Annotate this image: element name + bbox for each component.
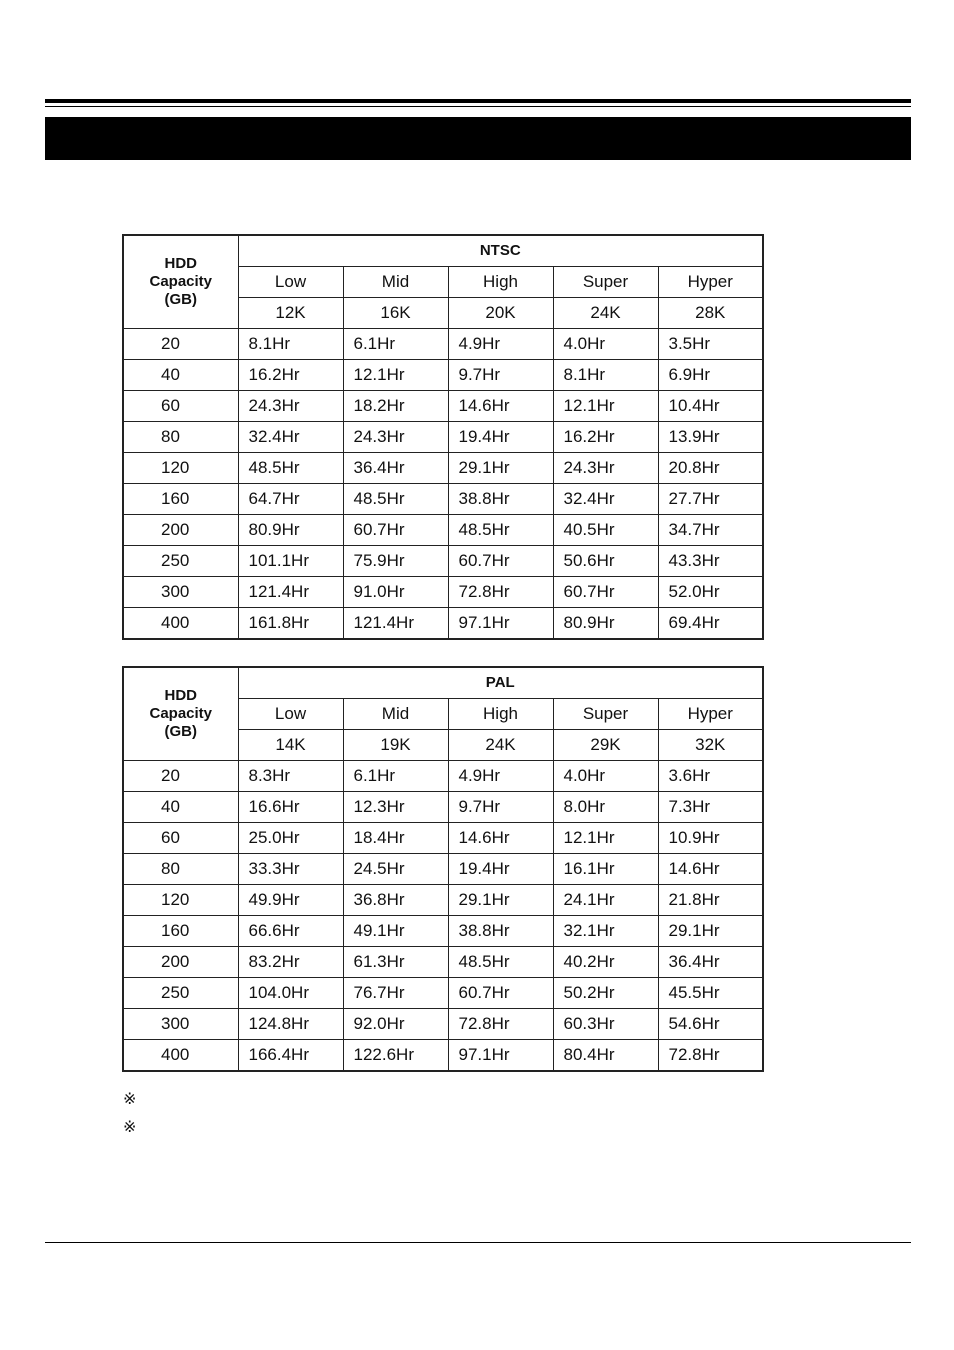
recording-time-cell: 12.1Hr xyxy=(343,360,448,391)
recording-time-cell: 8.3Hr xyxy=(238,761,343,792)
recording-time-cell: 32.1Hr xyxy=(553,916,658,947)
recording-time-cell: 48.5Hr xyxy=(343,484,448,515)
hdd-capacity-header xyxy=(123,667,238,761)
recording-time-cell: 24.3Hr xyxy=(553,453,658,484)
capacity-cell: 200 xyxy=(123,947,238,978)
ntsc-recording-table xyxy=(122,234,764,640)
recording-time-cell: 166.4Hr xyxy=(238,1040,343,1072)
recording-time-cell: 48.5Hr xyxy=(448,947,553,978)
section-title-bar xyxy=(45,117,911,160)
capacity-cell: 300 xyxy=(123,577,238,608)
quality-label: Super xyxy=(553,267,658,298)
recording-time-cell: 19.4Hr xyxy=(448,422,553,453)
recording-time-cell: 61.3Hr xyxy=(343,947,448,978)
recording-time-cell: 38.8Hr xyxy=(448,484,553,515)
recording-time-cell: 18.2Hr xyxy=(343,391,448,422)
recording-time-cell: 91.0Hr xyxy=(343,577,448,608)
quality-label: Low xyxy=(238,699,343,730)
recording-time-cell: 80.9Hr xyxy=(238,515,343,546)
recording-time-cell: 75.9Hr xyxy=(343,546,448,577)
recording-time-cell: 3.5Hr xyxy=(658,329,763,360)
capacity-cell: 160 xyxy=(123,484,238,515)
recording-time-cell: 60.3Hr xyxy=(553,1009,658,1040)
hdd-header-line: Capacity xyxy=(149,273,213,290)
recording-time-cell: 52.0Hr xyxy=(658,577,763,608)
recording-time-cell: 16.2Hr xyxy=(553,422,658,453)
recording-time-cell: 24.3Hr xyxy=(238,391,343,422)
table-row xyxy=(123,947,763,978)
quality-label: Low xyxy=(238,267,343,298)
capacity-cell: 80 xyxy=(123,422,238,453)
table-row xyxy=(123,484,763,515)
ntsc-standard-row xyxy=(123,235,763,267)
recording-time-cell: 72.8Hr xyxy=(448,577,553,608)
recording-time-cell: 14.6Hr xyxy=(658,854,763,885)
recording-time-cell: 50.6Hr xyxy=(553,546,658,577)
recording-time-cell: 9.7Hr xyxy=(448,792,553,823)
bitrate-label: 29K xyxy=(553,730,658,761)
recording-time-cell: 60.7Hr xyxy=(343,515,448,546)
footer-rule xyxy=(45,1242,911,1243)
recording-time-cell: 60.7Hr xyxy=(448,978,553,1009)
bitrate-label: 24K xyxy=(448,730,553,761)
recording-time-cell: 54.6Hr xyxy=(658,1009,763,1040)
recording-time-cell: 38.8Hr xyxy=(448,916,553,947)
recording-time-cell: 8.1Hr xyxy=(238,329,343,360)
recording-time-cell: 36.4Hr xyxy=(658,947,763,978)
recording-time-cell: 12.1Hr xyxy=(553,823,658,854)
recording-time-cell: 20.8Hr xyxy=(658,453,763,484)
hdd-header-line: (GB) xyxy=(164,291,197,308)
hdd-capacity-header xyxy=(123,235,238,329)
capacity-cell: 250 xyxy=(123,546,238,577)
table-row xyxy=(123,1009,763,1040)
bitrate-label: 14K xyxy=(238,730,343,761)
quality-label: Mid xyxy=(343,699,448,730)
recording-time-cell: 10.9Hr xyxy=(658,823,763,854)
recording-time-cell: 122.6Hr xyxy=(343,1040,448,1072)
note-marker: ※ xyxy=(123,1091,137,1108)
recording-time-cell: 6.1Hr xyxy=(343,761,448,792)
recording-time-cell: 4.0Hr xyxy=(553,761,658,792)
capacity-cell: 200 xyxy=(123,515,238,546)
hdd-header-line: HDD xyxy=(164,687,197,704)
recording-time-cell: 4.9Hr xyxy=(448,761,553,792)
recording-time-cell: 10.4Hr xyxy=(658,391,763,422)
table-row xyxy=(123,360,763,391)
recording-time-cell: 36.4Hr xyxy=(343,453,448,484)
recording-time-cell: 50.2Hr xyxy=(553,978,658,1009)
recording-time-cell: 72.8Hr xyxy=(448,1009,553,1040)
recording-time-cell: 40.2Hr xyxy=(553,947,658,978)
bitrate-label: 32K xyxy=(658,730,763,761)
recording-time-cell: 19.4Hr xyxy=(448,854,553,885)
recording-time-cell: 49.1Hr xyxy=(343,916,448,947)
table-row xyxy=(123,823,763,854)
recording-time-cell: 7.3Hr xyxy=(658,792,763,823)
capacity-cell: 250 xyxy=(123,978,238,1009)
recording-time-cell: 36.8Hr xyxy=(343,885,448,916)
quality-label: High xyxy=(448,699,553,730)
pal-table-body xyxy=(123,667,763,1071)
hdd-header-line: Capacity xyxy=(149,705,213,722)
quality-label: Mid xyxy=(343,267,448,298)
recording-time-cell: 121.4Hr xyxy=(343,608,448,640)
bitrate-label: 12K xyxy=(238,298,343,329)
hdd-header-line: (GB) xyxy=(164,723,197,740)
table-row xyxy=(123,546,763,577)
recording-time-cell: 6.9Hr xyxy=(658,360,763,391)
capacity-cell: 60 xyxy=(123,823,238,854)
recording-time-cell: 4.9Hr xyxy=(448,329,553,360)
recording-time-cell: 64.7Hr xyxy=(238,484,343,515)
pal-standard-row xyxy=(123,667,763,699)
recording-time-cell: 32.4Hr xyxy=(238,422,343,453)
capacity-cell: 160 xyxy=(123,916,238,947)
recording-time-cell: 32.4Hr xyxy=(553,484,658,515)
bitrate-label: 24K xyxy=(553,298,658,329)
recording-time-cell: 49.9Hr xyxy=(238,885,343,916)
recording-time-cell: 25.0Hr xyxy=(238,823,343,854)
capacity-cell: 40 xyxy=(123,360,238,391)
pal-standard-header: PAL xyxy=(238,667,763,699)
table-row xyxy=(123,329,763,360)
recording-time-cell: 18.4Hr xyxy=(343,823,448,854)
recording-time-cell: 92.0Hr xyxy=(343,1009,448,1040)
table-row xyxy=(123,916,763,947)
quality-label: Hyper xyxy=(658,267,763,298)
hdd-header-line: HDD xyxy=(164,255,197,272)
recording-time-cell: 29.1Hr xyxy=(448,885,553,916)
header-rule-thin xyxy=(45,106,911,107)
recording-time-cell: 60.7Hr xyxy=(448,546,553,577)
capacity-cell: 20 xyxy=(123,761,238,792)
ntsc-table-body xyxy=(123,235,763,639)
recording-time-cell: 76.7Hr xyxy=(343,978,448,1009)
recording-time-cell: 12.3Hr xyxy=(343,792,448,823)
table-row xyxy=(123,608,763,640)
recording-time-cell: 6.1Hr xyxy=(343,329,448,360)
capacity-cell: 80 xyxy=(123,854,238,885)
recording-time-cell: 14.6Hr xyxy=(448,391,553,422)
table-row xyxy=(123,422,763,453)
recording-time-cell: 33.3Hr xyxy=(238,854,343,885)
capacity-cell: 120 xyxy=(123,885,238,916)
ntsc-standard-header: NTSC xyxy=(238,235,763,267)
recording-time-cell: 24.5Hr xyxy=(343,854,448,885)
recording-time-cell: 97.1Hr xyxy=(448,608,553,640)
recording-time-cell: 3.6Hr xyxy=(658,761,763,792)
table-row xyxy=(123,792,763,823)
header-rule-thick xyxy=(45,99,911,103)
recording-time-cell: 13.9Hr xyxy=(658,422,763,453)
capacity-cell: 40 xyxy=(123,792,238,823)
recording-time-cell: 29.1Hr xyxy=(658,916,763,947)
recording-time-cell: 48.5Hr xyxy=(238,453,343,484)
capacity-cell: 400 xyxy=(123,1040,238,1072)
table-row xyxy=(123,1040,763,1072)
table-row xyxy=(123,577,763,608)
recording-time-cell: 124.8Hr xyxy=(238,1009,343,1040)
table-row xyxy=(123,453,763,484)
recording-time-cell: 121.4Hr xyxy=(238,577,343,608)
recording-time-cell: 16.1Hr xyxy=(553,854,658,885)
recording-time-cell: 48.5Hr xyxy=(448,515,553,546)
recording-time-cell: 104.0Hr xyxy=(238,978,343,1009)
quality-label: Hyper xyxy=(658,699,763,730)
pal-recording-table xyxy=(122,666,764,1072)
bitrate-label: 28K xyxy=(658,298,763,329)
recording-time-cell: 29.1Hr xyxy=(448,453,553,484)
recording-time-cell: 8.1Hr xyxy=(553,360,658,391)
quality-label: High xyxy=(448,267,553,298)
capacity-cell: 120 xyxy=(123,453,238,484)
recording-time-cell: 21.8Hr xyxy=(658,885,763,916)
recording-time-cell: 80.4Hr xyxy=(553,1040,658,1072)
recording-time-cell: 9.7Hr xyxy=(448,360,553,391)
capacity-cell: 400 xyxy=(123,608,238,640)
recording-time-cell: 101.1Hr xyxy=(238,546,343,577)
recording-time-cell: 8.0Hr xyxy=(553,792,658,823)
recording-time-cell: 60.7Hr xyxy=(553,577,658,608)
recording-time-cell: 4.0Hr xyxy=(553,329,658,360)
bitrate-label: 20K xyxy=(448,298,553,329)
recording-time-cell: 66.6Hr xyxy=(238,916,343,947)
recording-time-cell: 34.7Hr xyxy=(658,515,763,546)
recording-time-cell: 97.1Hr xyxy=(448,1040,553,1072)
recording-time-cell: 27.7Hr xyxy=(658,484,763,515)
table-row xyxy=(123,978,763,1009)
recording-time-cell: 83.2Hr xyxy=(238,947,343,978)
recording-time-cell: 24.3Hr xyxy=(343,422,448,453)
recording-time-cell: 80.9Hr xyxy=(553,608,658,640)
recording-time-cell: 24.1Hr xyxy=(553,885,658,916)
table-row xyxy=(123,854,763,885)
quality-label: Super xyxy=(553,699,658,730)
recording-time-cell: 45.5Hr xyxy=(658,978,763,1009)
note-marker: ※ xyxy=(123,1119,137,1136)
table-row xyxy=(123,885,763,916)
capacity-cell: 20 xyxy=(123,329,238,360)
capacity-cell: 60 xyxy=(123,391,238,422)
recording-time-cell: 72.8Hr xyxy=(658,1040,763,1072)
recording-time-cell: 69.4Hr xyxy=(658,608,763,640)
table-row xyxy=(123,391,763,422)
recording-time-cell: 14.6Hr xyxy=(448,823,553,854)
table-row xyxy=(123,515,763,546)
capacity-cell: 300 xyxy=(123,1009,238,1040)
recording-time-cell: 16.6Hr xyxy=(238,792,343,823)
recording-time-cell: 16.2Hr xyxy=(238,360,343,391)
recording-time-cell: 40.5Hr xyxy=(553,515,658,546)
bitrate-label: 19K xyxy=(343,730,448,761)
recording-time-cell: 161.8Hr xyxy=(238,608,343,640)
table-row xyxy=(123,761,763,792)
recording-time-cell: 43.3Hr xyxy=(658,546,763,577)
recording-time-cell: 12.1Hr xyxy=(553,391,658,422)
bitrate-label: 16K xyxy=(343,298,448,329)
